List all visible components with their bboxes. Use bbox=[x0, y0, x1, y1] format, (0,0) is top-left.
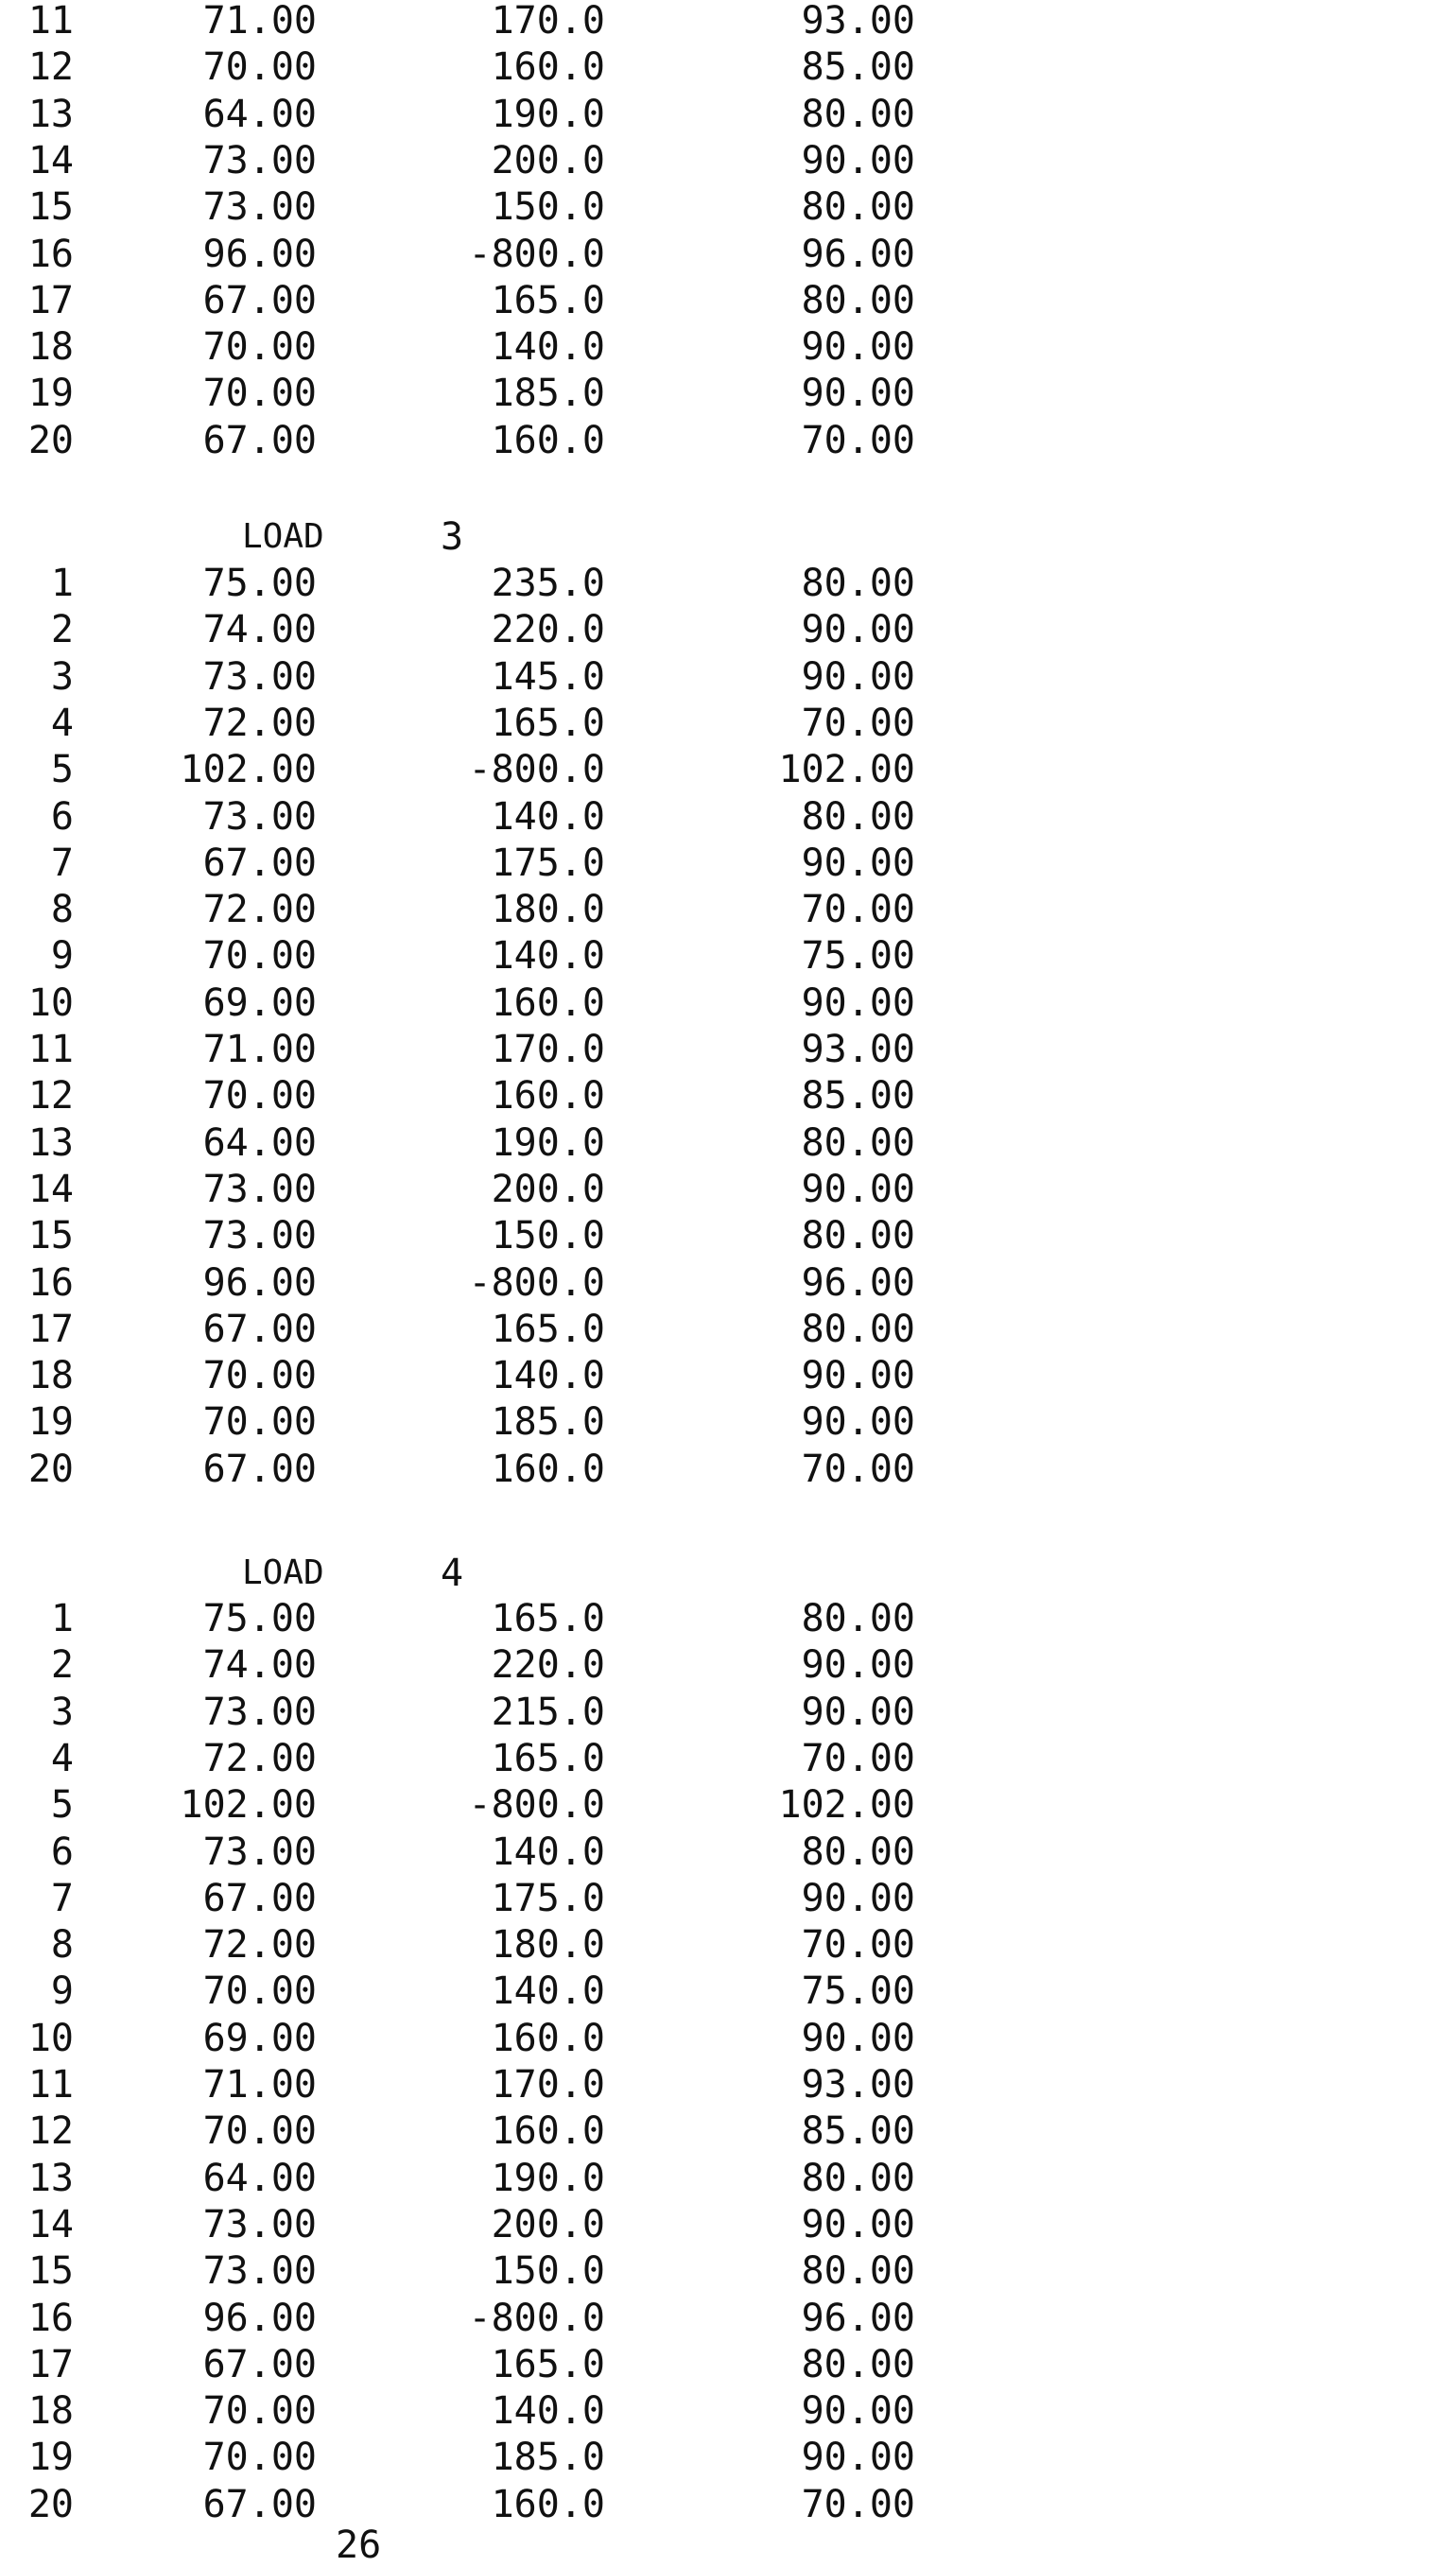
value-col-2: 160.0 bbox=[491, 45, 605, 90]
table-row bbox=[0, 2016, 1040, 2067]
row-index: 9 bbox=[50, 1969, 74, 2014]
value-col-1: 70.00 bbox=[202, 1354, 317, 1398]
value-col-1: 75.00 bbox=[202, 1597, 317, 1640]
value-col-1: 70.00 bbox=[202, 934, 317, 979]
value-col-3: 75.00 bbox=[801, 934, 915, 979]
row-index: 11 bbox=[27, 2063, 74, 2107]
value-col-3: 90.00 bbox=[801, 2016, 915, 2060]
row-index: 15 bbox=[27, 1214, 74, 1258]
value-col-2: 150.0 bbox=[491, 185, 605, 230]
value-col-1: 67.00 bbox=[202, 1876, 317, 1920]
row-index: 20 bbox=[27, 1447, 74, 1491]
value-col-3: 70.00 bbox=[801, 888, 915, 932]
value-col-3: 80.00 bbox=[801, 2249, 915, 2294]
value-col-1: 73.00 bbox=[202, 138, 317, 182]
value-col-3: 90.00 bbox=[801, 654, 915, 699]
table-row bbox=[0, 794, 1040, 845]
value-col-3: 80.00 bbox=[801, 562, 915, 605]
value-col-2: 180.0 bbox=[491, 1923, 605, 1968]
value-col-2: 140.0 bbox=[491, 325, 605, 370]
value-col-3: 90.00 bbox=[801, 372, 915, 416]
row-index: 5 bbox=[50, 1783, 74, 1828]
value-col-3: 80.00 bbox=[801, 1120, 915, 1165]
value-col-2: 150.0 bbox=[491, 1214, 605, 1258]
table-row bbox=[0, 1643, 1040, 1693]
value-col-1: 73.00 bbox=[202, 1830, 317, 1874]
value-col-3: 80.00 bbox=[801, 185, 915, 230]
value-col-3: 70.00 bbox=[801, 701, 915, 745]
table-row bbox=[0, 1307, 1040, 1358]
value-col-1: 102.00 bbox=[180, 748, 317, 792]
row-index: 17 bbox=[27, 1307, 74, 1351]
table-row bbox=[0, 325, 1040, 375]
value-col-1: 70.00 bbox=[202, 2436, 317, 2480]
value-col-2: 165.0 bbox=[491, 1307, 605, 1351]
row-index: 4 bbox=[50, 1736, 74, 1780]
row-index: 16 bbox=[27, 2296, 74, 2340]
table-row bbox=[0, 92, 1040, 143]
row-index: 13 bbox=[27, 2156, 74, 2200]
value-col-3: 90.00 bbox=[801, 2202, 915, 2246]
value-col-2: 140.0 bbox=[491, 794, 605, 839]
value-col-3: 85.00 bbox=[801, 2109, 915, 2154]
row-index: 6 bbox=[50, 794, 74, 839]
row-index: 18 bbox=[27, 325, 74, 370]
table-row bbox=[0, 701, 1040, 752]
value-col-2: 145.0 bbox=[491, 654, 605, 699]
value-col-3: 80.00 bbox=[801, 1307, 915, 1351]
table-row bbox=[0, 1400, 1040, 1450]
value-col-2: 185.0 bbox=[491, 1400, 605, 1445]
value-col-1: 69.00 bbox=[202, 2016, 317, 2060]
table-row bbox=[0, 2109, 1040, 2159]
value-col-2: 140.0 bbox=[491, 2389, 605, 2434]
table-row bbox=[0, 2063, 1040, 2113]
value-col-3: 80.00 bbox=[801, 2156, 915, 2200]
row-index: 8 bbox=[50, 888, 74, 932]
value-col-1: 75.00 bbox=[202, 562, 317, 605]
value-col-2: 185.0 bbox=[491, 2436, 605, 2480]
value-col-2: 200.0 bbox=[491, 138, 605, 182]
value-col-2: 140.0 bbox=[491, 934, 605, 979]
value-col-3: 96.00 bbox=[801, 1260, 915, 1305]
load-label: LOAD bbox=[242, 1553, 324, 1592]
value-col-1: 71.00 bbox=[202, 1028, 317, 1071]
row-index: 1 bbox=[50, 562, 74, 605]
table-row bbox=[0, 2, 1040, 49]
value-col-1: 70.00 bbox=[202, 45, 317, 90]
value-col-3: 90.00 bbox=[801, 2389, 915, 2434]
row-index: 20 bbox=[27, 418, 74, 462]
value-col-2: 160.0 bbox=[491, 418, 605, 462]
row-index: 14 bbox=[27, 2202, 74, 2246]
value-col-2: 175.0 bbox=[491, 1876, 605, 1920]
row-index: 15 bbox=[27, 185, 74, 230]
value-col-1: 96.00 bbox=[202, 1260, 317, 1305]
load-number: 3 bbox=[441, 515, 464, 559]
table-row bbox=[0, 418, 1040, 469]
table-row bbox=[0, 748, 1040, 798]
value-col-2: 140.0 bbox=[491, 1969, 605, 2014]
value-col-1: 70.00 bbox=[202, 372, 317, 416]
value-col-2: 170.0 bbox=[491, 0, 605, 43]
row-index: 18 bbox=[27, 1354, 74, 1398]
value-col-1: 67.00 bbox=[202, 278, 317, 322]
value-col-1: 73.00 bbox=[202, 185, 317, 230]
value-col-1: 73.00 bbox=[202, 794, 317, 839]
row-index: 20 bbox=[27, 2482, 74, 2526]
value-col-3: 90.00 bbox=[801, 841, 915, 885]
value-col-3: 90.00 bbox=[801, 1354, 915, 1398]
table-row bbox=[0, 1167, 1040, 1218]
page-number: 26 bbox=[336, 2524, 382, 2567]
value-col-2: 160.0 bbox=[491, 2482, 605, 2526]
value-col-1: 71.00 bbox=[202, 2063, 317, 2107]
row-index: 8 bbox=[50, 1923, 74, 1968]
value-col-3: 90.00 bbox=[801, 608, 915, 652]
row-index: 12 bbox=[27, 2109, 74, 2154]
row-index: 3 bbox=[50, 654, 74, 699]
row-index: 12 bbox=[27, 45, 74, 90]
table-row bbox=[0, 1597, 1040, 1647]
row-index: 17 bbox=[27, 278, 74, 322]
value-col-3: 93.00 bbox=[801, 2063, 915, 2107]
load-label: LOAD bbox=[242, 517, 324, 556]
value-col-1: 72.00 bbox=[202, 1923, 317, 1968]
value-col-3: 80.00 bbox=[801, 1597, 915, 1640]
value-col-1: 74.00 bbox=[202, 1643, 317, 1688]
value-col-1: 70.00 bbox=[202, 2389, 317, 2434]
value-col-2: 140.0 bbox=[491, 1830, 605, 1874]
value-col-2: 160.0 bbox=[491, 2109, 605, 2154]
value-col-1: 72.00 bbox=[202, 701, 317, 745]
table-row bbox=[0, 1690, 1040, 1741]
value-col-3: 102.00 bbox=[778, 1783, 915, 1828]
value-col-2: 235.0 bbox=[491, 562, 605, 605]
row-index: 5 bbox=[50, 748, 74, 792]
row-index: 10 bbox=[27, 2016, 74, 2060]
value-col-2: 160.0 bbox=[491, 1447, 605, 1491]
table-row bbox=[0, 1354, 1040, 1404]
table-row bbox=[0, 1969, 1040, 2020]
value-col-2: 160.0 bbox=[491, 2016, 605, 2060]
value-col-2: 160.0 bbox=[491, 980, 605, 1025]
value-col-2: 190.0 bbox=[491, 92, 605, 136]
table-row bbox=[0, 2156, 1040, 2207]
value-col-2: 180.0 bbox=[491, 888, 605, 932]
value-col-1: 67.00 bbox=[202, 418, 317, 462]
value-col-3: 80.00 bbox=[801, 92, 915, 136]
row-index: 2 bbox=[50, 1643, 74, 1688]
value-col-3: 90.00 bbox=[801, 138, 915, 182]
row-index: 15 bbox=[27, 2249, 74, 2294]
row-index: 9 bbox=[50, 934, 74, 979]
row-index: 14 bbox=[27, 138, 74, 182]
value-col-2: 200.0 bbox=[491, 1167, 605, 1211]
table-row bbox=[0, 138, 1040, 189]
value-col-3: 96.00 bbox=[801, 2296, 915, 2340]
table-row bbox=[0, 1260, 1040, 1311]
row-index: 19 bbox=[27, 2436, 74, 2480]
value-col-3: 85.00 bbox=[801, 1074, 915, 1119]
table-row bbox=[0, 1736, 1040, 1787]
value-col-2: 140.0 bbox=[491, 1354, 605, 1398]
row-index: 19 bbox=[27, 1400, 74, 1445]
row-index: 16 bbox=[27, 1260, 74, 1305]
table-row bbox=[0, 1028, 1040, 1078]
value-col-3: 90.00 bbox=[801, 1167, 915, 1211]
value-col-1: 64.00 bbox=[202, 92, 317, 136]
table-row bbox=[0, 2482, 1040, 2533]
row-index: 7 bbox=[50, 841, 74, 885]
row-index: 1 bbox=[50, 1597, 74, 1640]
row-index: 18 bbox=[27, 2389, 74, 2434]
table-row bbox=[0, 2202, 1040, 2253]
row-index: 11 bbox=[27, 1028, 74, 1071]
value-col-1: 73.00 bbox=[202, 1167, 317, 1211]
row-index: 4 bbox=[50, 701, 74, 745]
table-row bbox=[0, 608, 1040, 658]
value-col-2: 165.0 bbox=[491, 1736, 605, 1780]
value-col-1: 72.00 bbox=[202, 1736, 317, 1780]
value-col-3: 70.00 bbox=[801, 1447, 915, 1491]
value-col-1: 69.00 bbox=[202, 980, 317, 1025]
row-index: 16 bbox=[27, 232, 74, 276]
value-col-3: 90.00 bbox=[801, 1690, 915, 1734]
value-col-1: 72.00 bbox=[202, 888, 317, 932]
value-col-2: -800.0 bbox=[468, 2296, 605, 2340]
row-index: 12 bbox=[27, 1074, 74, 1119]
value-col-2: 165.0 bbox=[491, 2342, 605, 2386]
value-col-2: -800.0 bbox=[468, 1260, 605, 1305]
value-col-1: 73.00 bbox=[202, 2202, 317, 2246]
value-col-3: 90.00 bbox=[801, 1400, 915, 1445]
row-index: 14 bbox=[27, 1167, 74, 1211]
value-col-3: 80.00 bbox=[801, 794, 915, 839]
value-col-3: 90.00 bbox=[801, 325, 915, 370]
row-index: 19 bbox=[27, 372, 74, 416]
value-col-1: 64.00 bbox=[202, 2156, 317, 2200]
table-row bbox=[0, 2296, 1040, 2347]
table-row bbox=[0, 1447, 1040, 1498]
row-index: 3 bbox=[50, 1690, 74, 1734]
value-col-1: 67.00 bbox=[202, 1307, 317, 1351]
value-col-1: 74.00 bbox=[202, 608, 317, 652]
value-col-1: 67.00 bbox=[202, 841, 317, 885]
load-number: 4 bbox=[441, 1552, 464, 1595]
table-row bbox=[0, 2342, 1040, 2393]
value-col-3: 70.00 bbox=[801, 1923, 915, 1968]
row-index: 7 bbox=[50, 1876, 74, 1920]
value-col-3: 70.00 bbox=[801, 1736, 915, 1780]
value-col-2: -800.0 bbox=[468, 1783, 605, 1828]
value-col-2: 185.0 bbox=[491, 372, 605, 416]
value-col-2: 170.0 bbox=[491, 2063, 605, 2107]
row-index: 11 bbox=[27, 0, 74, 43]
value-col-1: 67.00 bbox=[202, 2342, 317, 2386]
table-row bbox=[0, 232, 1040, 283]
value-col-1: 73.00 bbox=[202, 1690, 317, 1734]
value-col-2: 170.0 bbox=[491, 1028, 605, 1071]
value-col-1: 64.00 bbox=[202, 1120, 317, 1165]
value-col-1: 67.00 bbox=[202, 1447, 317, 1491]
value-col-3: 80.00 bbox=[801, 1830, 915, 1874]
value-col-1: 73.00 bbox=[202, 654, 317, 699]
value-col-3: 90.00 bbox=[801, 980, 915, 1025]
value-col-3: 93.00 bbox=[801, 0, 915, 43]
table-row bbox=[0, 374, 1040, 422]
value-col-2: 150.0 bbox=[491, 2249, 605, 2294]
value-col-1: 70.00 bbox=[202, 325, 317, 370]
value-col-2: 165.0 bbox=[491, 278, 605, 322]
table-row bbox=[0, 564, 1040, 612]
value-col-3: 85.00 bbox=[801, 45, 915, 90]
value-col-1: 70.00 bbox=[202, 2109, 317, 2154]
table-row bbox=[0, 2249, 1040, 2299]
table-row bbox=[0, 980, 1040, 1032]
value-col-2: 165.0 bbox=[491, 1597, 605, 1640]
value-col-1: 96.00 bbox=[202, 232, 317, 276]
value-col-3: 80.00 bbox=[801, 1214, 915, 1258]
row-index: 10 bbox=[27, 980, 74, 1025]
value-col-1: 70.00 bbox=[202, 1400, 317, 1445]
value-col-2: 160.0 bbox=[491, 1074, 605, 1119]
table-row bbox=[0, 934, 1040, 984]
value-col-3: 75.00 bbox=[801, 1969, 915, 2014]
value-col-3: 90.00 bbox=[801, 2436, 915, 2480]
table-row bbox=[0, 45, 1040, 95]
value-col-1: 71.00 bbox=[202, 0, 317, 43]
value-col-2: 190.0 bbox=[491, 2156, 605, 2200]
row-index: 17 bbox=[27, 2342, 74, 2386]
table-row bbox=[0, 1876, 1040, 1927]
value-col-3: 96.00 bbox=[801, 232, 915, 276]
value-col-3: 90.00 bbox=[801, 1643, 915, 1688]
table-row bbox=[0, 1783, 1040, 1833]
value-col-1: 73.00 bbox=[202, 1214, 317, 1258]
value-col-2: 175.0 bbox=[491, 841, 605, 885]
value-col-2: 190.0 bbox=[491, 1120, 605, 1165]
row-index: 13 bbox=[27, 92, 74, 136]
table-row bbox=[0, 1830, 1040, 1881]
table-row bbox=[0, 185, 1040, 235]
table-row bbox=[0, 2389, 1040, 2439]
value-col-3: 90.00 bbox=[801, 1876, 915, 1920]
table-row bbox=[0, 2438, 1040, 2486]
value-col-2: 215.0 bbox=[491, 1690, 605, 1734]
value-col-1: 70.00 bbox=[202, 1969, 317, 2014]
value-col-2: 220.0 bbox=[491, 608, 605, 652]
value-col-1: 102.00 bbox=[180, 1783, 317, 1828]
table-row bbox=[0, 1120, 1040, 1171]
value-col-3: 70.00 bbox=[801, 2482, 915, 2526]
table-row bbox=[0, 278, 1040, 329]
row-index: 6 bbox=[50, 1830, 74, 1874]
table-row bbox=[0, 841, 1040, 892]
value-col-1: 67.00 bbox=[202, 2482, 317, 2526]
value-col-2: 165.0 bbox=[491, 701, 605, 745]
value-col-3: 80.00 bbox=[801, 278, 915, 322]
table-row bbox=[0, 1074, 1040, 1124]
table-row bbox=[0, 1923, 1040, 1973]
table-row bbox=[0, 1214, 1040, 1264]
value-col-2: 200.0 bbox=[491, 2202, 605, 2246]
row-index: 13 bbox=[27, 1120, 74, 1165]
value-col-3: 70.00 bbox=[801, 418, 915, 462]
table-row bbox=[0, 888, 1040, 938]
table-row bbox=[0, 654, 1040, 705]
value-col-3: 93.00 bbox=[801, 1028, 915, 1071]
value-col-3: 80.00 bbox=[801, 2342, 915, 2386]
value-col-2: -800.0 bbox=[468, 232, 605, 276]
value-col-2: 220.0 bbox=[491, 1643, 605, 1688]
value-col-1: 70.00 bbox=[202, 1074, 317, 1119]
value-col-3: 102.00 bbox=[778, 748, 915, 792]
value-col-1: 73.00 bbox=[202, 2249, 317, 2294]
row-index: 2 bbox=[50, 608, 74, 652]
value-col-2: -800.0 bbox=[468, 748, 605, 792]
value-col-1: 96.00 bbox=[202, 2296, 317, 2340]
